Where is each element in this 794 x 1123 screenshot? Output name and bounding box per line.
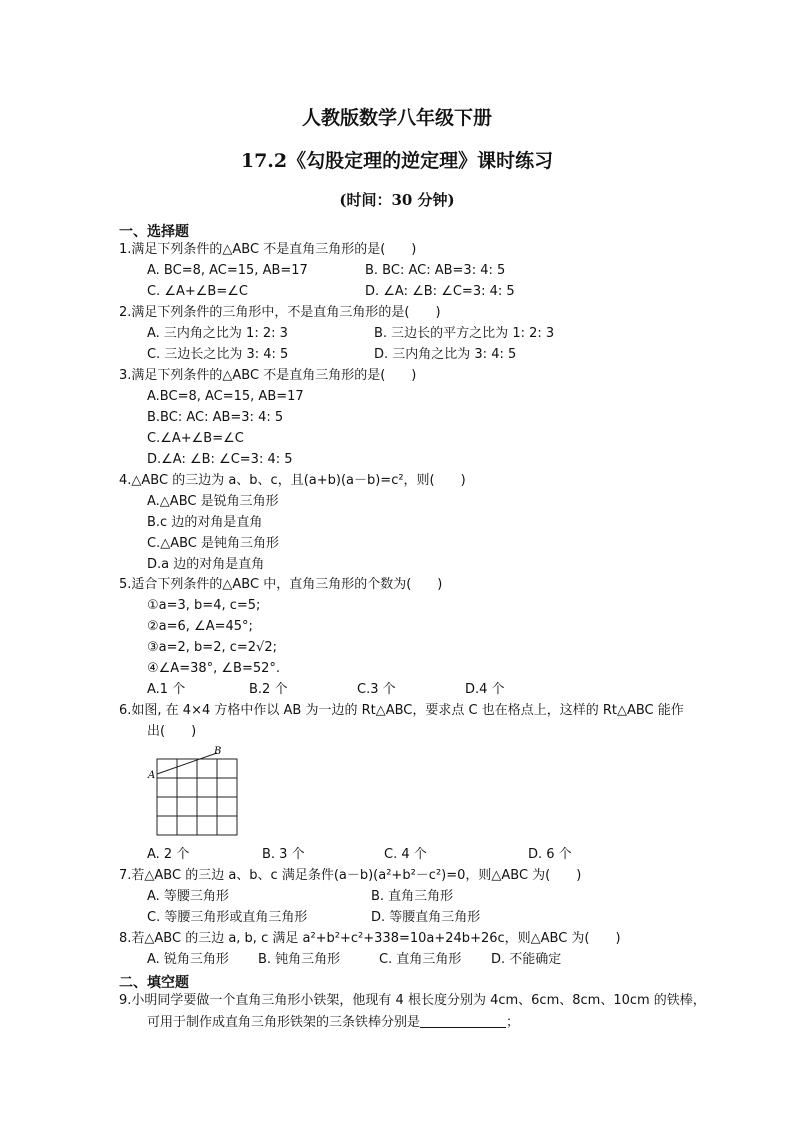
q7-option-b: B. 直角三角形 — [371, 889, 454, 904]
q8-option-d: D. 不能确定 — [491, 952, 562, 967]
q4-option-a: A.△ABC 是锐角三角形 — [147, 494, 279, 509]
q6-option-d: D. 6 个 — [528, 847, 572, 862]
q6-option-b: B. 3 个 — [262, 847, 305, 862]
q9-stem-tail: ； — [506, 1015, 520, 1030]
q2-stem: 2.满足下列条件的三角形中，不是直角三角形的是( ) — [119, 305, 441, 320]
q6-option-a: A. 2 个 — [147, 847, 190, 862]
q6-stem: 6.如图, 在 4×4 方格中作以 AB 为一边的 Rt△ABC，要求点 C 也在格点上，这样的 Rt△ABC 能作 — [119, 703, 684, 718]
q6-point-a-label: A — [148, 770, 156, 781]
section-fill: 二、填空题 — [119, 975, 189, 991]
q8-option-c: C. 直角三角形 — [379, 952, 462, 967]
q9-stem-text: 可用于制作成直角三角形铁架的三条铁棒分别是 — [147, 1015, 421, 1030]
q5-item-4: ④∠A=38°, ∠B=52°. — [147, 661, 281, 676]
doc-title: 人教版数学八年级下册 — [301, 107, 492, 129]
q2-option-c: C. 三边长之比为 3: 4: 5 — [147, 347, 289, 362]
q5-option-d: D.4 个 — [465, 682, 505, 697]
q6-option-c: C. 4 个 — [384, 847, 427, 862]
q9-answer-blank[interactable] — [420, 1014, 506, 1028]
q3-option-d: D.∠A: ∠B: ∠C=3: 4: 5 — [147, 452, 293, 467]
q7-option-c: C. 等腰三角形或直角三角形 — [147, 910, 308, 925]
q5-item-2: ②a=6, ∠A=45°; — [147, 619, 253, 634]
q3-option-b: B.BC: AC: AB=3: 4: 5 — [147, 410, 284, 425]
q4-option-b: B.c 边的对角是直角 — [147, 515, 263, 530]
q5-item-1: ①a=3, b=4, c=5; — [147, 598, 261, 613]
q1-stem: 1.满足下列条件的△ABC 不是直角三角形的是( ) — [119, 242, 417, 257]
doc-subtitle: 17.2《勾股定理的逆定理》课时练习 — [240, 150, 554, 172]
q5-option-b: B.2 个 — [249, 682, 288, 697]
q3-option-a: A.BC=8, AC=15, AB=17 — [147, 389, 304, 404]
q7-option-a: A. 等腰三角形 — [147, 889, 229, 904]
q6-point-b-label: B — [214, 746, 222, 757]
q1-option-a: A. BC=8, AC=15, AB=17 — [147, 263, 308, 278]
q8-option-a: A. 锐角三角形 — [147, 952, 229, 967]
q7-option-d: D. 等腰直角三角形 — [371, 910, 481, 925]
q6-stem-cont: 出( ) — [147, 724, 197, 739]
q9-stem-cont — [147, 1014, 519, 1031]
q3-stem: 3.满足下列条件的△ABC 不是直角三角形的是( ) — [119, 368, 417, 383]
q1-option-b: B. BC: AC: AB=3: 4: 5 — [365, 263, 506, 278]
q1-option-c: C. ∠A+∠B=∠C — [147, 284, 248, 299]
q3-option-c: C.∠A+∠B=∠C — [147, 431, 244, 446]
q5-stem: 5.适合下列条件的△ABC 中，直角三角形的个数为( ) — [119, 577, 443, 592]
q7-stem: 7.若△ABC 的三边 a、b、c 满足条件(a－b)(a²+b²－c²)=0，则△ABC 为( ) — [119, 868, 582, 883]
section-choice: 一、选择题 — [119, 224, 189, 240]
q4-option-d: D.a 边的对角是直角 — [147, 557, 265, 572]
q5-option-a: A.1 个 — [147, 682, 186, 697]
q4-option-c: C.△ABC 是钝角三角形 — [147, 536, 279, 551]
q2-option-d: D. 三内角之比为 3: 4: 5 — [374, 347, 517, 362]
q9-stem: 9.小明同学要做一个直角三角形小铁架，他现有 4 根长度分别为 4cm、6cm、8cm、10cm 的铁棒， — [119, 993, 706, 1008]
q2-option-b: B. 三边长的平方之比为 1: 2: 3 — [374, 326, 555, 341]
q5-option-c: C.3 个 — [357, 682, 396, 697]
q1-option-d: D. ∠A: ∠B: ∠C=3: 4: 5 — [365, 284, 515, 299]
q6-grid-figure — [143, 745, 243, 840]
doc-time: (时间：30 分钟) — [339, 191, 455, 209]
q5-item-3: ③a=2, b=2, c=2√2; — [147, 640, 277, 655]
q2-option-a: A. 三内角之比为 1: 2: 3 — [147, 326, 288, 341]
q8-option-b: B. 钝角三角形 — [258, 952, 341, 967]
q8-stem: 8.若△ABC 的三边 a, b, c 满足 a²+b²+c²+338=10a+24b+26c，则△ABC 为( ) — [119, 931, 621, 946]
q4-stem: 4.△ABC 的三边为 a、b、c，且(a+b)(a－b)=c²，则( ) — [119, 473, 466, 488]
